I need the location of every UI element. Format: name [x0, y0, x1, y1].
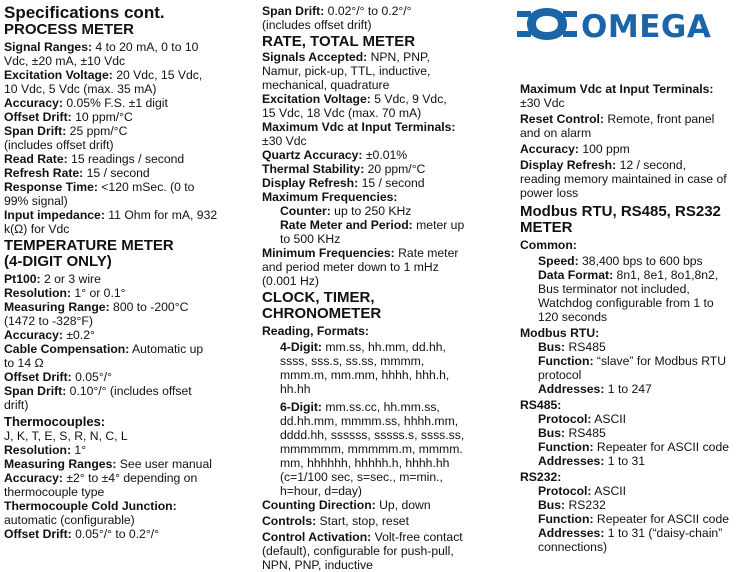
spec-continuation: thermocouple type — [4, 485, 105, 499]
spec-input-impedance — [4, 208, 252, 222]
spec-value: 20 ppm/°C — [364, 162, 426, 176]
spec-max-frequencies-label: Maximum Frequencies: — [262, 190, 398, 204]
spec-value: 2 or 3 wire — [40, 272, 101, 286]
spec-read-rate — [4, 152, 252, 166]
spec-continuation: (c=1/100 sec, s=sec., m=min., — [280, 470, 443, 484]
spec-pt100 — [4, 272, 252, 286]
spec-value: 800 to -200°C — [109, 300, 189, 314]
spec-continuation: Bus terminator not included, — [538, 282, 690, 296]
spec-value: <120 mSec. (0 to — [97, 180, 195, 194]
spec-continuation: 10 Vdc, 5 Vdc (max. 35 mA) — [4, 82, 157, 96]
spec-continuation: ±30 Vdc — [520, 96, 565, 110]
spec-continuation: (1472 to -328°F) — [4, 314, 93, 328]
spec-label: Excitation Voltage: — [262, 92, 371, 106]
spec-value: “slave” for Modbus RTU — [593, 354, 727, 368]
spec-label: Accuracy: — [4, 96, 63, 110]
spec-value: 0.05°/° to 0.2°/° — [71, 527, 159, 541]
spec-value: 0.05°/° — [71, 370, 112, 384]
spec-value: Automatic up — [129, 342, 204, 356]
spec-continuation: ±30 Vdc — [262, 134, 307, 148]
spec-value: 11 Ohm for mA, 932 — [104, 208, 218, 222]
spec-value: 100 ppm — [578, 142, 630, 156]
spec-addresses — [520, 526, 748, 540]
rs232-heading: RS232: — [520, 470, 562, 484]
spec-cold-junction-label: Thermocouple Cold Junction: — [4, 499, 177, 513]
column-right — [520, 0, 748, 554]
spec-value: 38,400 bps to 600 bps — [578, 254, 703, 268]
modbus-rtu-heading: Modbus RTU: — [520, 326, 600, 340]
spec-accuracy — [4, 328, 252, 342]
spec-reading-formats-label: Reading, Formats: — [262, 324, 369, 338]
spec-continuation: k(Ω) for Vdc — [4, 222, 70, 236]
spec-label: Span Drift: — [262, 4, 325, 18]
spec-continuation: protocol — [538, 368, 582, 382]
spec-label: Offset Drift: — [4, 370, 72, 384]
spec-display-refresh — [262, 176, 506, 190]
spec-label: Measuring Range: — [4, 300, 110, 314]
clock-timer-heading: CLOCK, TIMER, — [262, 289, 375, 306]
spec-continuation: (includes offset drift) — [262, 18, 372, 32]
spec-controls — [262, 514, 506, 528]
spec-value: ASCII — [591, 484, 627, 498]
spec-label: Thermal Stability: — [262, 162, 365, 176]
spec-counting-direction — [262, 498, 506, 512]
spec-counter — [262, 204, 506, 218]
spec-value: 1° — [71, 443, 87, 457]
spec-value: up to 250 KHz — [330, 204, 412, 218]
spec-continuation: 120 seconds — [538, 310, 608, 324]
spec-value: mm.ss, hh.mm, dd.hh, — [321, 340, 446, 354]
spec-accuracy — [4, 471, 252, 485]
spec-accuracy — [4, 96, 252, 110]
spec-label: Protocol: — [538, 412, 592, 426]
spec-label: Rate Meter and Period: — [280, 218, 413, 232]
spec-value: 15 / second — [83, 166, 150, 180]
spec-label: Offset Drift: — [4, 527, 72, 541]
spec-value: RS485 — [565, 340, 606, 354]
spec-continuation: automatic (configurable) — [4, 513, 135, 527]
spec-continuation: 15 Vdc, 18 Vdc (max. 70 mA) — [262, 106, 422, 120]
spec-value: mm.ss.cc, hh.mm.ss, — [321, 400, 440, 414]
spec-refresh-rate — [4, 166, 252, 180]
spec-thermal-stability — [262, 162, 506, 176]
spec-speed — [520, 254, 748, 268]
spec-value: RS232 — [565, 498, 606, 512]
spec-span-drift — [262, 4, 506, 18]
spec-excitation-voltage — [4, 68, 252, 82]
spec-value: 15 / second — [358, 176, 425, 190]
spec-label: Resolution: — [4, 443, 72, 457]
spec-control-activation — [262, 530, 506, 544]
spec-label: Speed: — [538, 254, 579, 268]
spec-label: Accuracy: — [4, 328, 63, 342]
spec-continuation: and on alarm — [520, 126, 592, 140]
spec-value: 1 to 31 (“daisy-chain” — [604, 526, 723, 540]
spec-continuation: to 14 Ω — [4, 356, 44, 370]
spec-offset-drift — [4, 527, 252, 541]
spec-continuation: (includes offset drift) — [4, 138, 114, 152]
spec-value: See user manual — [116, 457, 212, 471]
spec-function — [520, 440, 748, 454]
spec-continuation: hh.hh — [280, 382, 311, 396]
spec-label: Quartz Accuracy: — [262, 148, 363, 162]
spec-signal-ranges — [4, 40, 252, 54]
spec-continuation: (default), configurable for push-pull, — [262, 544, 454, 558]
spec-label: Control Activation: — [262, 530, 372, 544]
spec-value: 25 ppm/°C — [66, 124, 128, 138]
spec-label: Excitation Voltage: — [4, 68, 113, 82]
spec-continuation: dddd.hh, ssssss, sssss.s, ssss.ss, — [280, 428, 465, 442]
spec-value: 5 Vdc, 9 Vdc, — [370, 92, 447, 106]
spec-continuation: reading memory maintained in case of — [520, 172, 727, 186]
spec-value: Remote, front panel — [603, 112, 715, 126]
spec-resolution — [4, 286, 252, 300]
spec-value: NPN, PNP, — [367, 50, 430, 64]
spec-label: Bus: — [538, 498, 566, 512]
spec-value: 8n1, 8e1, 8o1,8n2, — [613, 268, 719, 282]
spec-max-vdc-label: Maximum Vdc at Input Terminals: — [262, 120, 456, 134]
spec-value: 0.02°/° to 0.2°/° — [324, 4, 412, 18]
spec-label: Bus: — [538, 340, 566, 354]
column-left — [4, 0, 252, 541]
spec-continuation: Namur, pick-up, TTL, inductive, — [262, 64, 431, 78]
spec-value: 12 / second, — [616, 158, 686, 172]
spec-rate-meter-period — [262, 218, 506, 232]
spec-label: Resolution: — [4, 286, 72, 300]
spec-value: meter up — [412, 218, 465, 232]
spec-data-format — [520, 268, 748, 282]
spec-label: Measuring Ranges: — [4, 457, 117, 471]
spec-protocol — [520, 484, 748, 498]
spec-bus — [520, 340, 748, 354]
spec-value: 1 to 31 — [604, 454, 646, 468]
spec-continuation: and period meter down to 1 mHz — [262, 260, 439, 274]
spec-6-digit — [262, 400, 506, 414]
spec-continuation: mm, hhhhhh, hhhhh.h, hhhh.hh — [280, 456, 450, 470]
spec-min-frequencies — [262, 246, 506, 260]
spec-continuation: (0.001 Hz) — [262, 274, 319, 288]
spec-label: 4-Digit: — [280, 340, 322, 354]
spec-value: 0.10°/° (includes offset — [66, 384, 192, 398]
spec-label: Response Time: — [4, 180, 98, 194]
thermocouple-types: J, K, T, E, S, R, N, C, L — [4, 429, 128, 443]
rs485-heading: RS485: — [520, 398, 562, 412]
spec-label: 6-Digit: — [280, 400, 322, 414]
spec-label: Offset Drift: — [4, 110, 72, 124]
spec-value: 1 to 247 — [604, 382, 652, 396]
spec-value: ±0.2° — [62, 328, 95, 342]
spec-value: Start, stop, reset — [316, 514, 409, 528]
spec-response-time — [4, 180, 252, 194]
spec-addresses — [520, 454, 748, 468]
spec-continuation: Watchdog configurable from 1 to — [538, 296, 714, 310]
spec-label: Function: — [538, 354, 594, 368]
spec-label: Accuracy: — [520, 142, 579, 156]
spec-label: Display Refresh: — [520, 158, 617, 172]
spec-continuation: power loss — [520, 186, 579, 200]
spec-reset-control — [520, 112, 748, 126]
spec-value: ASCII — [591, 412, 627, 426]
modbus-heading: Modbus RTU, RS485, RS232 — [520, 203, 721, 220]
spec-continuation: mmm.m, mm.mm, hhhh, hhh.h, — [280, 368, 450, 382]
modbus-meter-heading: METER — [520, 219, 573, 236]
spec-value: Repeater for ASCII code — [593, 512, 730, 526]
spec-value: 15 readings / second — [67, 152, 185, 166]
spec-addresses — [520, 382, 748, 396]
spec-signals-accepted — [262, 50, 506, 64]
spec-label: Function: — [538, 512, 594, 526]
process-meter-heading: PROCESS METER — [4, 21, 135, 38]
spec-label: Bus: — [538, 426, 566, 440]
spec-accuracy — [520, 142, 748, 156]
spec-max-vdc-label: Maximum Vdc at Input Terminals: — [520, 82, 714, 96]
spec-label: Signals Accepted: — [262, 50, 368, 64]
spec-excitation-voltage — [262, 92, 506, 106]
spec-resolution — [4, 443, 252, 457]
spec-label: Pt100: — [4, 272, 41, 286]
spec-label: Cable Compensation: — [4, 342, 130, 356]
spec-label: Function: — [538, 440, 594, 454]
spec-value: Volt-free contact — [371, 530, 463, 544]
chronometer-heading: CHRONOMETER — [262, 305, 382, 322]
spec-label: Input impedance: — [4, 208, 105, 222]
spec-label: Addresses: — [538, 526, 605, 540]
temperature-meter-heading: TEMPERATURE METER — [4, 237, 174, 254]
spec-continuation: connections) — [538, 540, 608, 554]
spec-label: Reset Control: — [520, 112, 604, 126]
spec-value: 10 ppm/°C — [71, 110, 133, 124]
spec-bus — [520, 498, 748, 512]
spec-label: Addresses: — [538, 382, 605, 396]
spec-label: Counting Direction: — [262, 498, 376, 512]
spec-span-drift — [4, 124, 252, 138]
spec-label: Counter: — [280, 204, 331, 218]
spec-measuring-ranges — [4, 457, 252, 471]
spec-value: 4 to 20 mA, 0 to 10 — [92, 40, 199, 54]
common-heading: Common: — [520, 238, 577, 252]
spec-continuation: NPN, PNP, inductive — [262, 558, 373, 572]
spec-label: Span Drift: — [4, 124, 67, 138]
spec-continuation: h=hour, d=day) — [280, 484, 362, 498]
spec-value: RS485 — [565, 426, 606, 440]
omega-wordmark: OMEGA — [581, 9, 712, 42]
rate-total-meter-heading: RATE, TOTAL METER — [262, 33, 416, 50]
spec-value: 20 Vdc, 15 Vdc, — [112, 68, 203, 82]
spec-value: Rate meter — [394, 246, 459, 260]
page-title: Specifications cont. — [4, 3, 165, 22]
spec-display-refresh — [520, 158, 748, 172]
spec-label: Refresh Rate: — [4, 166, 84, 180]
spec-value: Up, down — [375, 498, 431, 512]
spec-label: Read Rate: — [4, 152, 68, 166]
spec-label: Signal Ranges: — [4, 40, 93, 54]
spec-continuation: ssss, sss.s, ss.ss, mmmm, — [280, 354, 425, 368]
spec-label: Data Format: — [538, 268, 614, 282]
spec-continuation: mmmmmm, mmmmm.m, mmmm. — [280, 442, 463, 456]
spec-label: Minimum Frequencies: — [262, 246, 395, 260]
spec-continuation: Vdc, ±20 mA, ±10 Vdc — [4, 54, 126, 68]
spec-bus — [520, 426, 748, 440]
spec-label: Protocol: — [538, 484, 592, 498]
spec-measuring-range — [4, 300, 252, 314]
column-middle — [262, 0, 506, 572]
spec-label: Display Refresh: — [262, 176, 359, 190]
spec-quartz-accuracy — [262, 148, 506, 162]
spec-offset-drift — [4, 110, 252, 124]
spec-value: 1° or 0.1° — [71, 286, 126, 300]
spec-value: Repeater for ASCII code — [593, 440, 730, 454]
spec-label: Accuracy: — [4, 471, 63, 485]
spec-value: ±2° to ±4° depending on — [62, 471, 198, 485]
spec-label: Controls: — [262, 514, 317, 528]
spec-label: Span Drift: — [4, 384, 67, 398]
spec-continuation: mechanical, quadrature — [262, 78, 390, 92]
spec-continuation: 99% signal) — [4, 194, 68, 208]
spec-value: ±0.01% — [362, 148, 408, 162]
spec-continuation: drift) — [4, 398, 29, 412]
spec-value: 0.05% F.S. ±1 digit — [62, 96, 168, 110]
temperature-meter-subheading: (4-DIGIT ONLY) — [4, 253, 112, 270]
spec-offset-drift — [4, 370, 252, 384]
spec-continuation: dd.hh.mm, mmmm.ss, hhhh.mm, — [280, 414, 459, 428]
spec-function — [520, 354, 748, 368]
spec-protocol — [520, 412, 748, 426]
spec-cable-compensation — [4, 342, 252, 356]
thermocouples-heading: Thermocouples: — [4, 414, 106, 429]
spec-function — [520, 512, 748, 526]
spec-continuation: to 500 KHz — [280, 232, 341, 246]
spec-label: Addresses: — [538, 454, 605, 468]
spec-4-digit — [262, 340, 506, 354]
spec-span-drift — [4, 384, 252, 398]
